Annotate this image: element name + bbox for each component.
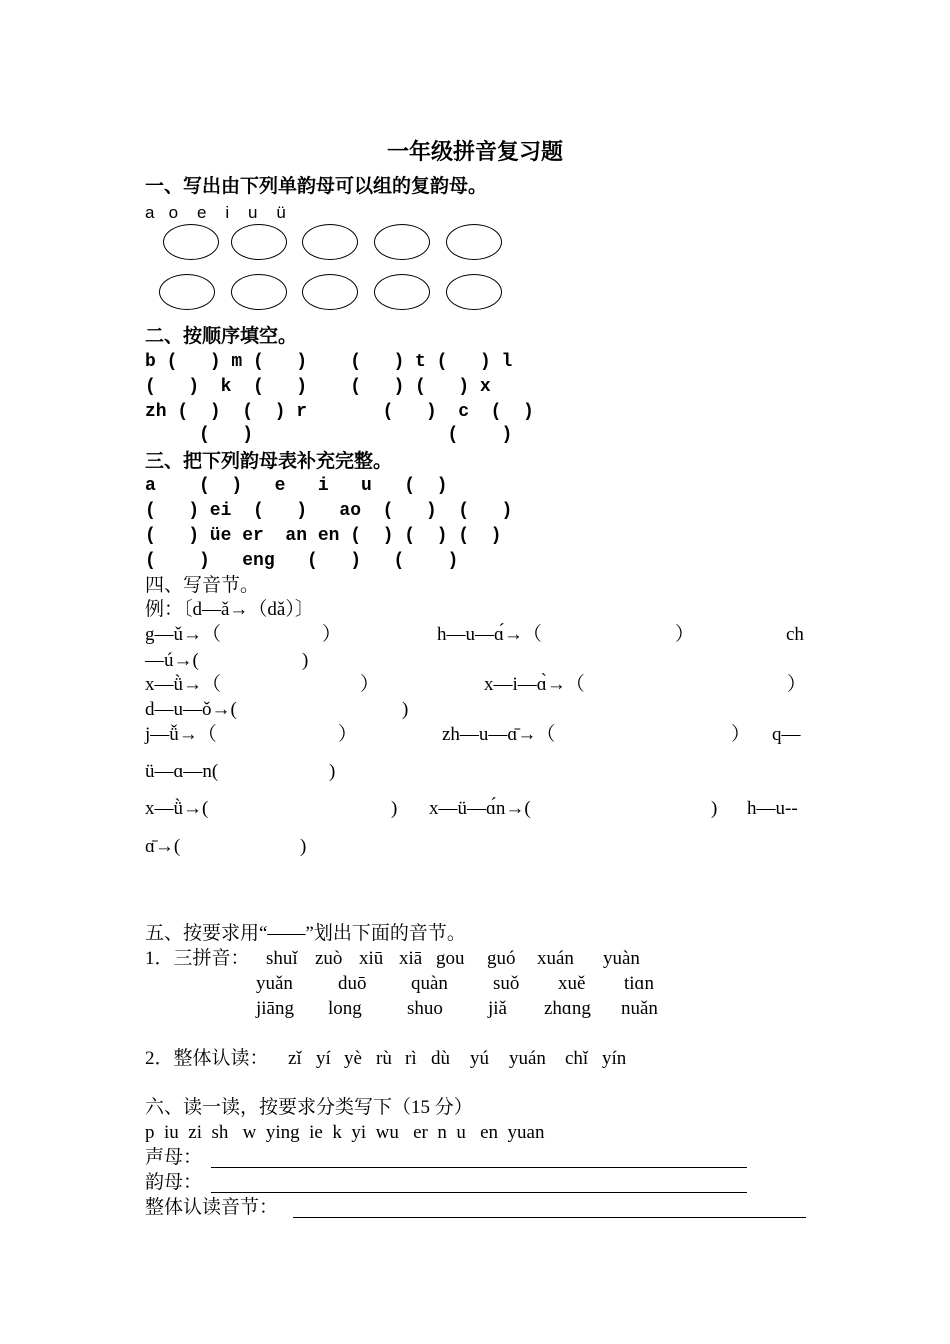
answer-oval [302,224,358,260]
bracket-close: ） [322,624,342,645]
section-1-heading: 一、写出由下列单韵母可以组的复韵母。 [145,175,488,197]
bracket-close: ) [391,798,398,819]
syllable: zǐ [288,1048,302,1069]
syllable: yí [316,1048,331,1069]
syllable: yè [344,1048,362,1069]
syllable: shuo [407,998,443,1019]
syllable-prompt: g—ǔ→（ [145,624,222,645]
syllable-prompt: —ú→( [145,650,199,671]
syllable: long [328,998,362,1019]
syllable: yín [602,1048,627,1069]
syllable-prompt: q— [772,724,801,745]
syllable: guó [487,948,516,969]
initials-label: 声母： [145,1147,203,1168]
answer-oval [374,274,430,310]
syllable-prompt: zh—u—ɑ̄→（ [442,724,556,745]
syllable: yuǎn [256,973,293,994]
syllable: jiǎ [488,998,507,1019]
answer-oval [231,224,287,260]
answer-oval [163,224,219,260]
syllable-prompt: d—u—ǒ→( [145,699,237,720]
syllable: quàn [411,973,448,994]
section-4-heading: 四、写音节。 [145,575,260,596]
syllable: dù [431,1048,450,1069]
syllable: xuě [558,973,586,994]
syllable: yú [470,1048,489,1069]
whole-syllables-answer-line [293,1217,806,1218]
syllable: zuò [315,948,343,969]
syllable: chǐ [565,1048,589,1069]
section-6-heading: 六、读一读，按要求分类写下（15 分） [145,1097,473,1118]
item-1-label: 1．三拼音： [145,948,250,969]
item-2-label: 2．整体认读： [145,1048,269,1069]
section-3-heading: 三、把下列韵母表补充完整。 [145,450,393,472]
syllable-prompt: h—u-- [747,798,798,819]
whole-syllables-label: 整体认读音节： [145,1197,279,1218]
bracket-close: ） [731,724,751,745]
syllable: suǒ [493,973,520,994]
syllable-prompt: x—i—ɑ̀→（ [484,674,585,695]
bracket-close: ) [302,650,309,671]
bracket-close: ） [675,624,695,645]
syllable: gou [436,948,465,969]
syllable-prompt: x—ü—ɑ́n→( [429,798,531,819]
bracket-close: ) [711,798,718,819]
section-3-line: a ( ) e i u ( ) [145,476,448,496]
syllable-prompt: x—ǜ→（ [145,674,222,695]
finals-answer-line [211,1192,747,1193]
bracket-close: ) [402,699,409,720]
finals-label: 韵母： [145,1172,203,1193]
section-3-line: ( ) ei ( ) ao ( ) ( ) [145,501,513,521]
bracket-close: ) [300,836,307,857]
syllable: rù [376,1048,392,1069]
syllable: yuán [509,1048,546,1069]
answer-oval [446,224,502,260]
syllable-prompt: ch [786,624,804,645]
syllable-prompt: ɑ̄→( [145,836,181,857]
section-2-line: ( ) ( ) [145,425,513,445]
section-5-heading: 五、按要求用“——”划出下面的音节。 [145,923,466,944]
syllable: xiū [359,948,384,969]
syllable-prompt: x—ǜ→( [145,798,209,819]
answer-oval [302,274,358,310]
answer-oval [446,274,502,310]
section-6-words: p iu zi sh w ying ie k yi wu er n u en yuan [145,1122,545,1143]
syllable: nuǎn [621,998,658,1019]
page-title: 一年级拼音复习题 [386,140,563,165]
section-2-line: ( ) k ( ) ( ) ( ) x [145,377,491,397]
section-3-line: ( ) eng ( ) ( ) [145,551,459,571]
bracket-close: ） [787,674,807,695]
syllable-prompt: j—ǚ→（ [145,724,217,745]
syllable: shuǐ [266,948,298,969]
syllable: yuàn [603,948,640,969]
syllable-prompt: ü—ɑ—n( [145,761,219,782]
answer-oval [374,224,430,260]
syllable: jiāng [256,998,294,1019]
section-2-heading: 二、按顺序填空。 [145,325,298,347]
syllable: tiɑn [624,973,654,994]
section-3-line: ( ) üe er an en ( ) ( ) ( ) [145,526,502,546]
syllable: zhɑng [544,998,591,1019]
syllable: rì [405,1048,417,1069]
bracket-close: ） [338,724,358,745]
bracket-close: ) [329,761,336,782]
section-2-line: zh ( ) ( ) r ( ) c ( ) [145,402,534,422]
answer-oval [159,274,215,310]
initials-answer-line [211,1167,747,1168]
answer-oval [231,274,287,310]
section-2-line: b ( ) m ( ) ( ) t ( ) l [145,352,513,372]
section-4-example: 例：〔d—ǎ→（dǎ）〕 [145,599,314,620]
bracket-close: ） [360,674,380,695]
section-1-letters: a o e i u ü [145,203,286,222]
syllable: xuán [537,948,574,969]
syllable-prompt: h—u—ɑ́→（ [437,624,542,645]
syllable: xiā [399,948,423,969]
syllable: duō [338,973,367,994]
